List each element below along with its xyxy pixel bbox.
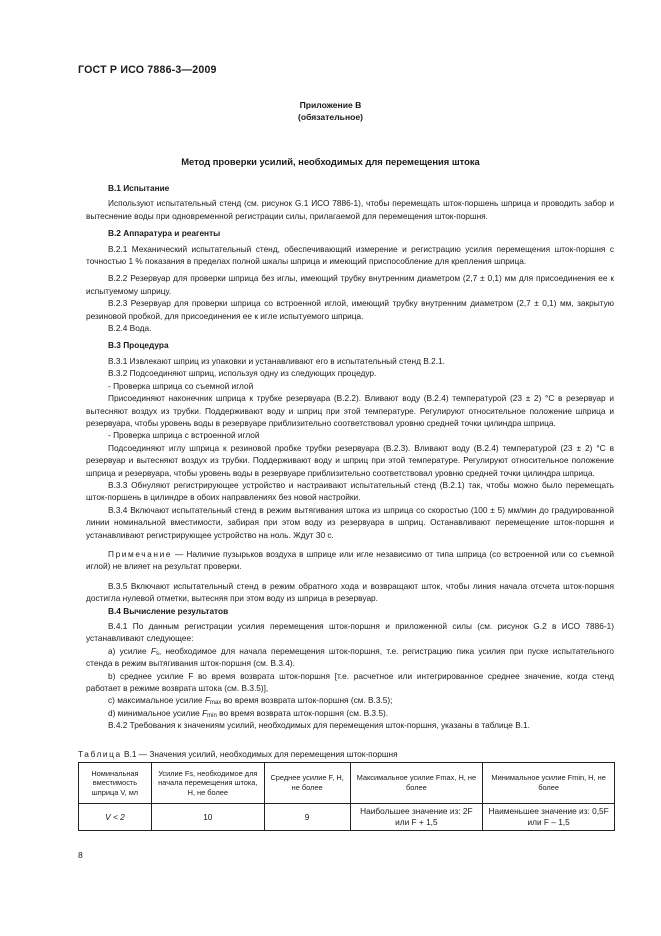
paragraph-b31: В.3.1 Извлекают шприц из упаковки и устанавливают его в испытательный стенд В.2.1.: [108, 355, 445, 366]
table-header-cell: Усилие Fs, необходимое для начала перемещения штока, Н, не более: [151, 763, 264, 804]
table-cell: 10: [151, 804, 264, 831]
table-header-row: [79, 763, 615, 804]
page-number: 8: [78, 850, 83, 860]
paragraph-b42: В.4.2 Требования к значениям усилий, необходимых для перемещения шток-поршня, указаны в таблице В.1.: [108, 720, 530, 731]
table-caption-text: В.1 — Значения усилий, необходимых для перемещения шток-поршня: [121, 749, 398, 759]
procedure-option-1: - Проверка шприца со съемной иглой: [108, 380, 254, 391]
document-header: ГОСТ Р ИСО 7886-3—2009: [78, 64, 217, 76]
note-text: — Наличие пузырьков воздуха в шприце или игле независимо от типа шприца (со встроенной или со съемной иглой) не влияет на результат проверки.: [86, 548, 614, 572]
item-d: d) минимальное усилие $F_{min}$ во время возврата шток-поршня (см. В.3.5).: [108, 707, 389, 719]
paragraph-b24: В.2.4 Вода.: [108, 323, 152, 334]
paragraph-b32: В.3.2 Подсоединяют шприц, используя одну из следующих процедур.: [108, 368, 377, 379]
main-title: Метод проверки усилий, необходимых для перемещения штока: [181, 156, 480, 167]
table-cell: 9: [264, 804, 350, 831]
note: [86, 548, 614, 573]
table-caption: [78, 748, 618, 760]
paragraph-b22: В.2.2 Резервуар для проверки шприца без иглы, имеющий трубку внутренним диаметром (2,7 ± 0,1) мм для присоединения ее к испытуемому шприцу.: [86, 273, 614, 296]
paragraph-b34: В.3.4 Включают испытательный стенд в режим вытягивания штока из шприца со скоростью (100 ± 5) мм/мин до градуированной линии номинальной вместимости, забирая при этом воду из резервуара в шприц. Останавливают перемещение шток-поршня и устанавливают регистрирующее устройство на ноль. Ждут 30 с.: [86, 504, 614, 540]
appendix-status: (обязательное): [297, 112, 364, 122]
table-header-cell: Минимальное усилие Fmin, Н, не более: [483, 763, 615, 804]
paragraph-b35: В.3.5 Включают испытательный стенд в режим обратного хода и возвращают шток, чтобы линия начала отсчета шток-поршня достигла нулевой отметки, вытесняя при этом воду из шприца в резервуар.: [86, 580, 614, 604]
item-a: а) усилие $F_s$, необходимое для начала перемещения шток-поршня, т.е. регистрацию пика усилия при пуске испытательного стенда в режим вытягивания шток-поршня (см. В.3.4).: [86, 645, 614, 669]
paragraph-b41: В.4.1 По данным регистрации усилия перемещения шток-поршня и приложенной силы (см. рисунок G.2 в ИСО 7886-1) устанавливают следующее:: [86, 621, 614, 644]
note-label: Примечание: [108, 548, 173, 559]
document-body: [86, 182, 614, 732]
paragraph-b23: В.2.3 Резервуар для проверки шприца со встроенной иглой, имеющий трубку внутренним диаметром (2,7 ± 0,1) мм, закрытую резиновой пробкой, для присоединения ее к игле испытуемого шприца.: [86, 298, 614, 321]
table-cell: V < 2: [79, 804, 152, 831]
item-c: c) максимальное усилие $F_{max}$ во время возврата шток-поршня (см. В.3.5);: [108, 695, 393, 707]
section-b2-heading: В.2 Аппаратура и реагенты: [108, 228, 221, 239]
table-header-cell: Максимальное усилие Fmax, Н, не более: [350, 763, 483, 804]
section-b1-text: Используют испытательный стенд (см. рисунок G.1 ИСО 7886-1), чтобы перемещать шток-поршень шприца и проводить забор и вытеснение воды при одновременной регистрации силы, прилагаемой для перемещения шток-поршня.: [86, 198, 614, 221]
paragraph-b21: В.2.1 Механический испытательный стенд, обеспечивающий измерение и регистрацию усилия перемещения шток-поршня с точностью 1 % показания в пределах полной шкалы шприца и имеющий приспособление для крепления шприца.: [86, 243, 614, 267]
section-b3-heading: В.3 Процедура: [108, 340, 169, 351]
table-row: [79, 804, 615, 831]
table-cell: Наибольшее значение из: 2F или F + 1,5: [350, 804, 483, 831]
table-header-cell: Номинальная вместимость шприца V, мл: [79, 763, 152, 804]
table-header-cell: Среднее усилие F, Н, не более: [264, 763, 350, 804]
table-cell: Наименьшее значение из: 0,5F или F – 1,5: [483, 804, 615, 831]
procedure-option-2: - Проверка шприца с встроенной иглой: [108, 430, 260, 441]
procedure-option-1-text: Присоединяют наконечник шприца к трубке резервуара (В.2.2). Вливают воду (В.2.4) температурой (23 ± 2) °С в резервуар и вытесняют воздух из трубки. Поддерживают воду и шприц при этой температуре. Регулируют относительное положение шприца и резервуара, чтобы уровень воды в резервуаре приблизительно соответствовал уровню средней точки цилиндра шприца.: [86, 393, 614, 428]
section-b1-heading: В.1 Испытание: [108, 183, 170, 193]
section-b4-heading: В.4 Вычисление результатов: [108, 605, 229, 616]
paragraph-b33: В.3.3 Обнуляют регистрирующее устройство и настраивают испытательный стенд (В.2.1) так, чтобы можно было перемещать шток-поршень в цилиндре в обоих направлениях без новой настройки.: [86, 479, 614, 503]
procedure-option-2-text: Подсоединяют иглу шприца к резиновой пробке трубки резервуара (В.2.3). Вливают воду (В.2.4) температурой (23 ± 2) °С в резервуар и вытесняют воздух из трубки. Поддерживают воду и шприц при этой температуре. Регулируют относительное положение шприца и резервуара, чтобы уровень воды в резервуаре приблизительно соответствовал уровню средней точки цилиндра шприца.: [86, 442, 614, 478]
item-b: b) среднее усилие F во время возврата шток-поршня [т.е. расчетное или интегрированное среднее значение, когда стенд работает в режиме возврата штока (см. В.3.5)],: [86, 670, 614, 694]
forces-table: [78, 762, 615, 831]
table-caption-label: Таблица: [78, 749, 122, 759]
appendix-title: Приложение В: [299, 100, 362, 110]
